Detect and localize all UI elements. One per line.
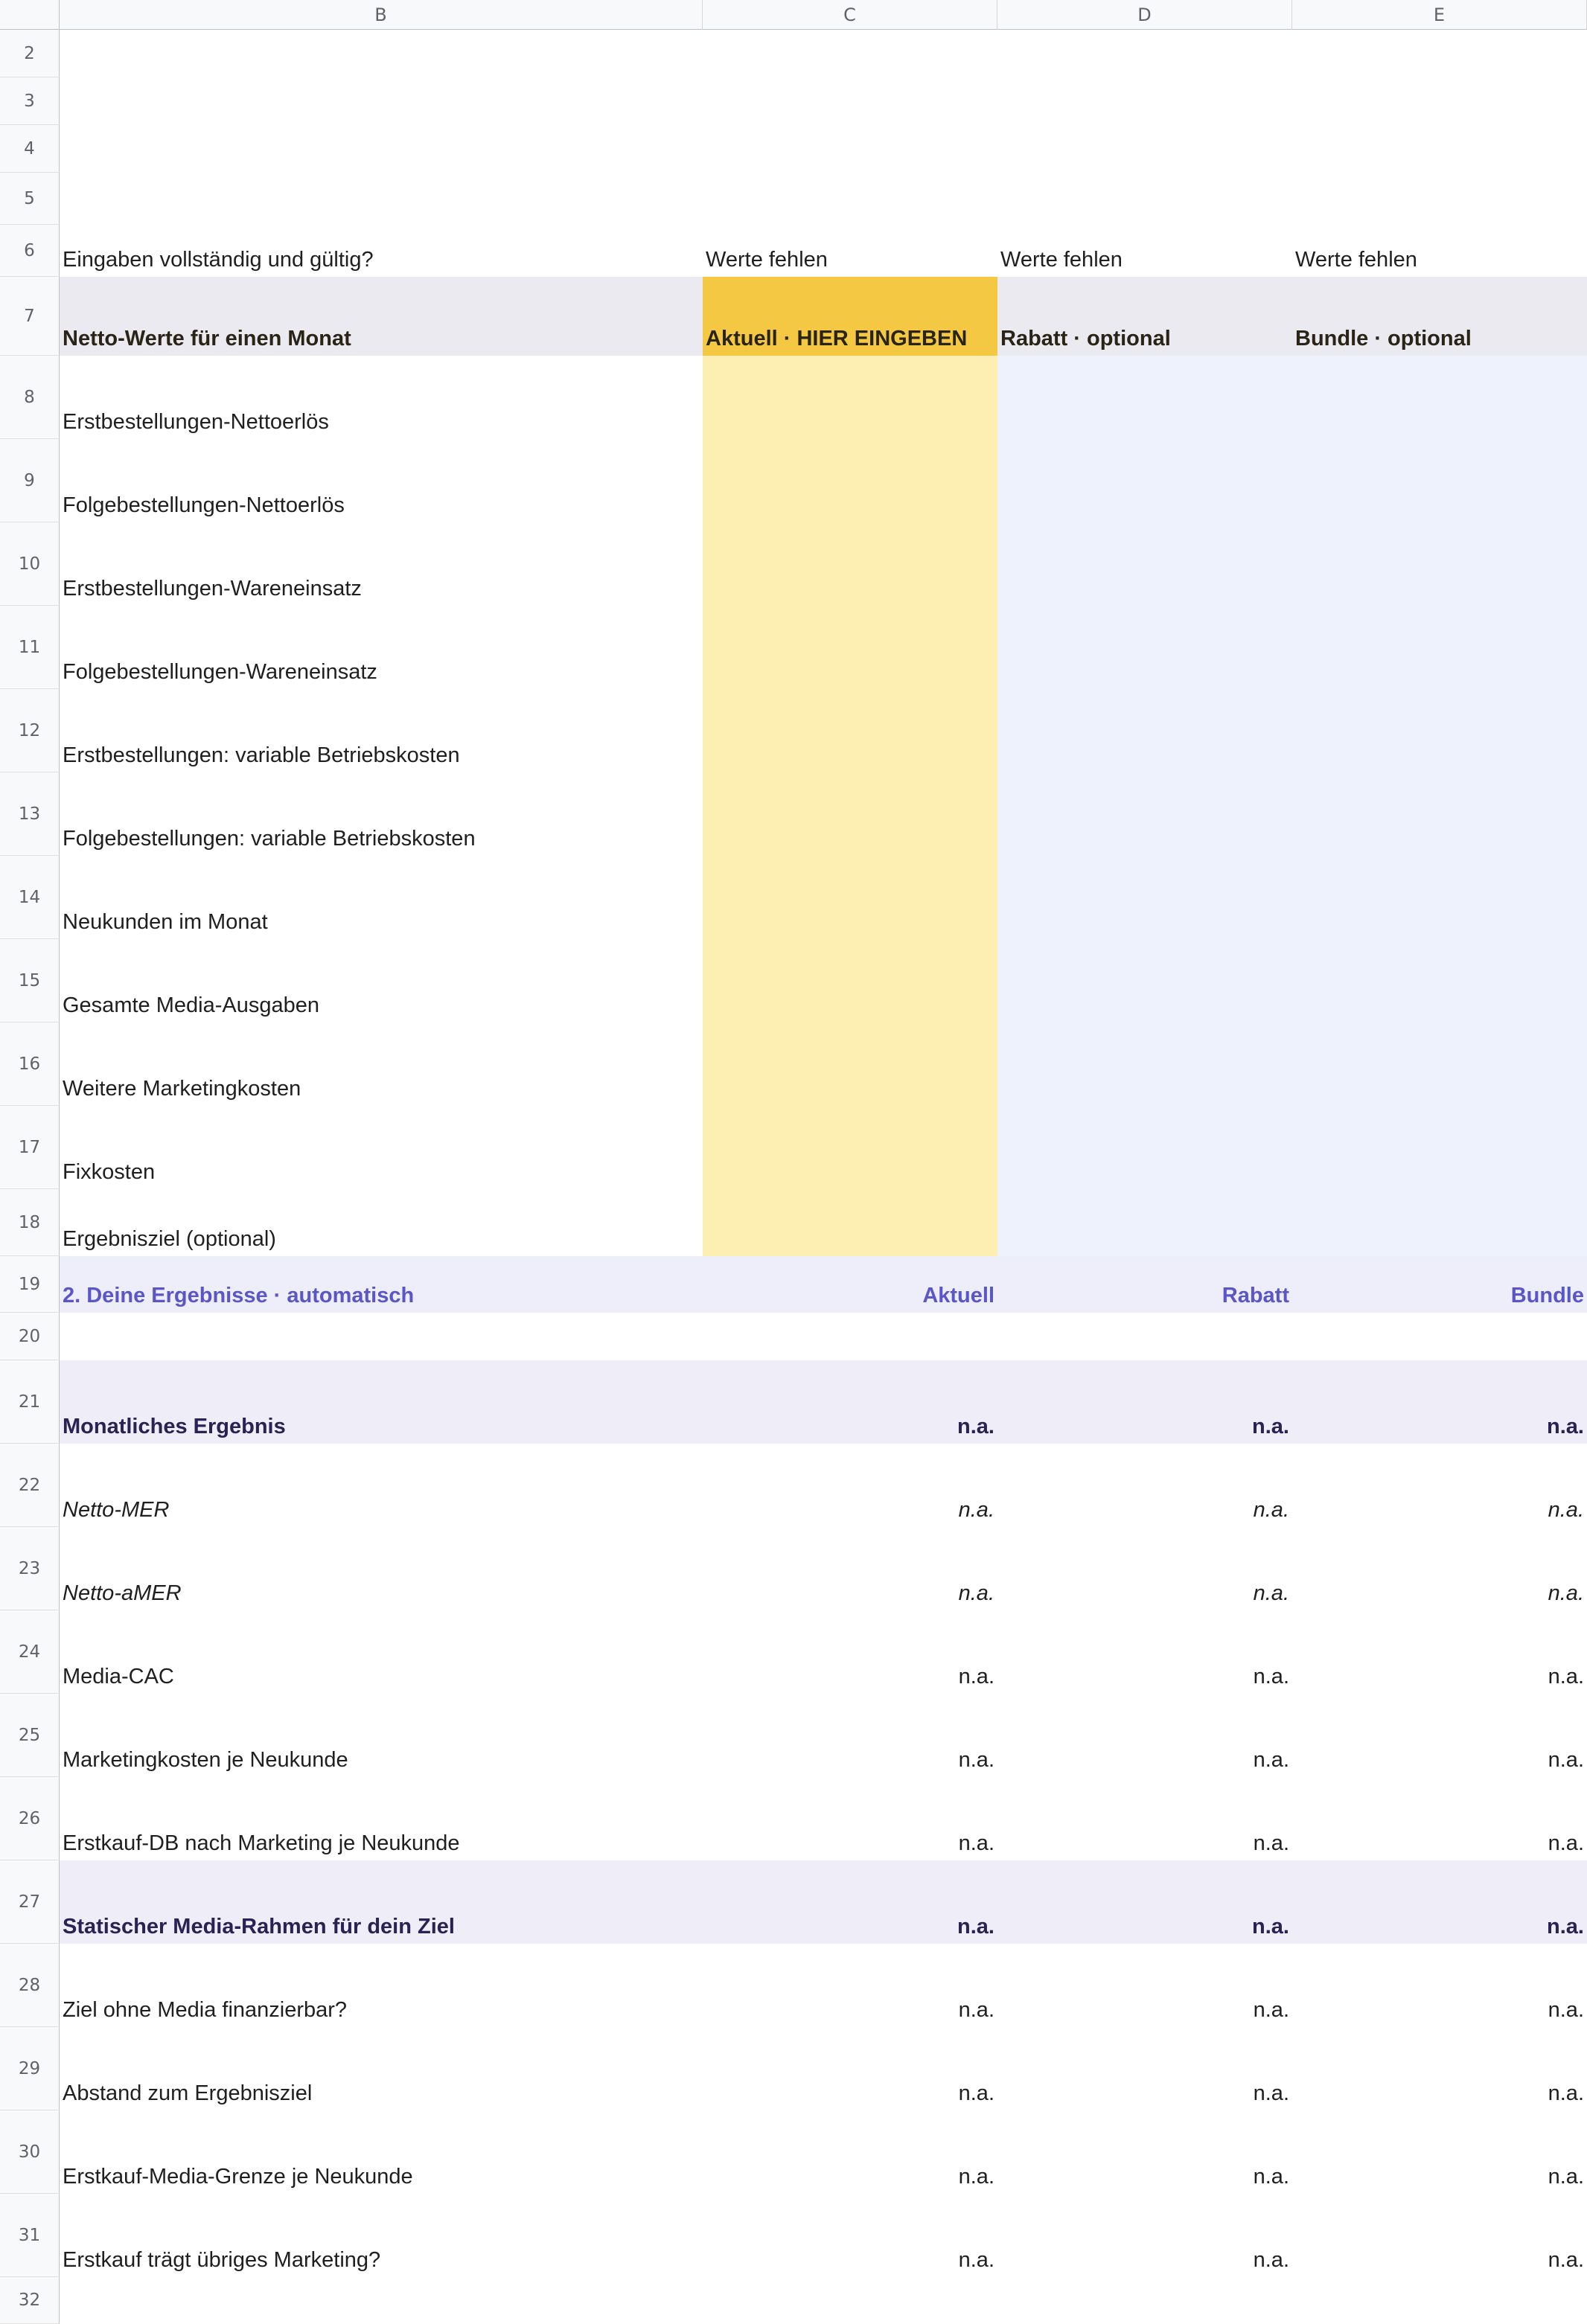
input-aktuell-cell[interactable] (703, 439, 997, 522)
result-bundle[interactable]: n.a. (1548, 1748, 1584, 1772)
input-row (0, 689, 1587, 772)
sheet-row (0, 2277, 1587, 2324)
result-rabatt[interactable]: n.a. (997, 1860, 1292, 1944)
result-aktuell[interactable]: n.a. (958, 1581, 994, 1605)
validation-row (0, 225, 1587, 277)
input-aktuell-cell[interactable] (703, 1106, 997, 1189)
row-header[interactable]: 10 (0, 522, 60, 606)
row-header[interactable]: 21 (0, 1360, 60, 1444)
result-rabatt[interactable]: n.a. (1253, 1998, 1289, 2022)
row-header[interactable]: 15 (0, 939, 60, 1022)
input-aktuell-cell[interactable] (703, 1189, 997, 1256)
result-bundle[interactable]: n.a. (1548, 1581, 1584, 1605)
input-bundle-cell[interactable] (1292, 1189, 1587, 1256)
result-aktuell[interactable]: n.a. (958, 1665, 994, 1688)
row-header[interactable]: 5 (0, 173, 60, 225)
input-header-bundle[interactable]: Bundle · optional (1292, 277, 1587, 356)
row-header[interactable]: 12 (0, 689, 60, 772)
result-aktuell[interactable]: n.a. (958, 1831, 994, 1855)
result-aktuell[interactable]: n.a. (958, 1998, 994, 2022)
input-label[interactable]: Neukunden im Monat (63, 910, 268, 934)
result-bundle[interactable]: n.a. (1292, 1860, 1587, 1944)
result-bundle[interactable]: n.a. (1548, 1998, 1584, 2022)
result-rabatt[interactable]: n.a. (1253, 2248, 1289, 2272)
input-bundle-cell[interactable] (1292, 606, 1587, 689)
row-header[interactable]: 32 (0, 2277, 60, 2324)
results-header-bundle[interactable]: Bundle (1292, 1256, 1587, 1313)
result-bundle[interactable]: n.a. (1292, 1360, 1587, 1444)
row-header[interactable]: 31 (0, 2194, 60, 2277)
input-rabatt-cell[interactable] (997, 1106, 1292, 1189)
input-bundle-cell[interactable] (1292, 439, 1587, 522)
input-row (0, 606, 1587, 689)
input-label[interactable]: Gesamte Media-Ausgaben (63, 993, 319, 1017)
result-row (0, 1944, 1587, 2027)
input-aktuell-cell[interactable] (703, 772, 997, 856)
result-label[interactable]: Monatliches Ergebnis (60, 1360, 703, 1444)
result-bundle[interactable]: n.a. (1548, 2165, 1584, 2189)
input-row (0, 522, 1587, 606)
result-aktuell[interactable]: n.a. (958, 2248, 994, 2272)
result-label[interactable]: Erstkauf-Media-Grenze je Neukunde (63, 2165, 413, 2189)
result-row (0, 1444, 1587, 1527)
column-header-row (0, 0, 1587, 30)
results-header-rabatt[interactable]: Rabatt (997, 1256, 1292, 1313)
row-header[interactable]: 13 (0, 772, 60, 856)
input-bundle-cell[interactable] (1292, 689, 1587, 772)
sheet-row (0, 125, 1587, 173)
input-rabatt-cell[interactable] (997, 689, 1292, 772)
input-row (0, 356, 1587, 439)
result-row (0, 1694, 1587, 1777)
input-bundle-cell[interactable] (1292, 939, 1587, 1022)
row-header[interactable]: 7 (0, 277, 60, 356)
row-header[interactable]: 6 (0, 225, 60, 277)
input-rabatt-cell[interactable] (997, 439, 1292, 522)
result-bundle[interactable]: n.a. (1548, 1831, 1584, 1855)
input-header-rabatt[interactable]: Rabatt · optional (997, 277, 1292, 356)
column-header-b[interactable]: B (60, 0, 703, 30)
row-header[interactable]: 14 (0, 856, 60, 939)
result-label[interactable]: Abstand zum Ergebnisziel (63, 2081, 313, 2105)
input-header-label[interactable]: Netto-Werte für einen Monat (60, 277, 703, 356)
column-header-c[interactable]: C (703, 0, 997, 30)
row-header[interactable]: 4 (0, 125, 60, 173)
validation-rabatt[interactable]: Werte fehlen (1000, 248, 1123, 272)
input-label[interactable]: Folgebestellungen-Wareneinsatz (63, 660, 377, 684)
input-row (0, 772, 1587, 856)
result-aktuell[interactable]: n.a. (958, 2165, 994, 2189)
input-aktuell-cell[interactable] (703, 689, 997, 772)
input-label[interactable]: Erstbestellungen: variable Betriebskosten (63, 743, 460, 767)
row-header[interactable]: 20 (0, 1313, 60, 1360)
result-bundle[interactable]: n.a. (1548, 2081, 1584, 2105)
input-aktuell-cell[interactable] (703, 606, 997, 689)
result-aktuell[interactable]: n.a. (958, 1748, 994, 1772)
input-rabatt-cell[interactable] (997, 1189, 1292, 1256)
row-header[interactable]: 28 (0, 1944, 60, 2027)
input-aktuell-cell[interactable] (703, 939, 997, 1022)
input-row (0, 439, 1587, 522)
sheet-row (0, 173, 1587, 225)
result-row (0, 1777, 1587, 1860)
row-header[interactable]: 23 (0, 1527, 60, 1610)
input-label[interactable]: Folgebestellungen: variable Betriebskosten (63, 827, 476, 851)
result-rabatt[interactable]: n.a. (997, 1360, 1292, 1444)
input-header-row (0, 277, 1587, 356)
input-rabatt-cell[interactable] (997, 939, 1292, 1022)
input-label[interactable]: Erstbestellungen-Wareneinsatz (63, 577, 362, 601)
row-header[interactable]: 8 (0, 356, 60, 439)
input-aktuell-cell[interactable] (703, 356, 997, 439)
input-label[interactable]: Fixkosten (63, 1160, 156, 1184)
row-header[interactable]: 19 (0, 1256, 60, 1313)
validation-aktuell[interactable]: Werte fehlen (706, 248, 828, 272)
result-row (0, 1527, 1587, 1610)
input-aktuell-cell[interactable] (703, 522, 997, 606)
result-rabatt[interactable]: n.a. (1253, 2165, 1289, 2189)
input-aktuell-cell[interactable] (703, 856, 997, 939)
results-header-aktuell[interactable]: Aktuell (703, 1256, 997, 1313)
result-label[interactable]: Marketingkosten je Neukunde (63, 1748, 348, 1772)
input-bundle-cell[interactable] (1292, 1106, 1587, 1189)
input-label[interactable]: Erstbestellungen-Nettoerlös (63, 410, 329, 434)
result-label[interactable]: Ziel ohne Media finanzierbar? (63, 1998, 348, 2022)
sheet-row (0, 1313, 1587, 1360)
row-header[interactable]: 16 (0, 1022, 60, 1106)
row-header[interactable]: 11 (0, 606, 60, 689)
validation-bundle[interactable]: Werte fehlen (1295, 248, 1417, 272)
result-bundle[interactable]: n.a. (1548, 2248, 1584, 2272)
result-aktuell[interactable]: n.a. (703, 1360, 997, 1444)
input-row (0, 1106, 1587, 1189)
input-header-aktuell[interactable]: Aktuell · HIER EINGEBEN (703, 277, 997, 356)
result-row-highlight (0, 1360, 1587, 1444)
input-rabatt-cell[interactable] (997, 522, 1292, 606)
result-label[interactable]: Media-CAC (63, 1665, 174, 1688)
row-header[interactable]: 27 (0, 1860, 60, 1944)
input-bundle-cell[interactable] (1292, 522, 1587, 606)
row-header[interactable]: 26 (0, 1777, 60, 1860)
input-label[interactable]: Ergebnisziel (optional) (63, 1227, 276, 1251)
row-header[interactable]: 3 (0, 77, 60, 125)
result-bundle[interactable]: n.a. (1548, 1498, 1584, 1522)
input-rabatt-cell[interactable] (997, 1022, 1292, 1106)
result-rabatt[interactable]: n.a. (1253, 1665, 1289, 1688)
input-rabatt-cell[interactable] (997, 772, 1292, 856)
input-row (0, 939, 1587, 1022)
column-header-e[interactable]: E (1292, 0, 1587, 30)
input-bundle-cell[interactable] (1292, 856, 1587, 939)
results-header-label[interactable]: 2. Deine Ergebnisse · automatisch (60, 1256, 703, 1313)
input-label[interactable]: Folgebestellungen-Nettoerlös (63, 493, 345, 517)
result-row-highlight (0, 1860, 1587, 1944)
results-header-row (0, 1256, 1587, 1313)
input-rabatt-cell[interactable] (997, 856, 1292, 939)
result-rabatt[interactable]: n.a. (1253, 1581, 1289, 1605)
result-row (0, 1610, 1587, 1694)
result-aktuell[interactable]: n.a. (958, 1498, 994, 1522)
row-header[interactable]: 24 (0, 1610, 60, 1694)
result-label[interactable]: Erstkauf-DB nach Marketing je Neukunde (63, 1831, 460, 1855)
input-bundle-cell[interactable] (1292, 356, 1587, 439)
row-header[interactable]: 18 (0, 1189, 60, 1256)
sheet-row (0, 77, 1587, 125)
input-bundle-cell[interactable] (1292, 1022, 1587, 1106)
row-header[interactable]: 2 (0, 30, 60, 77)
row-header[interactable]: 25 (0, 1694, 60, 1777)
result-rabatt[interactable]: n.a. (1253, 2081, 1289, 2105)
result-label[interactable]: Erstkauf trägt übriges Marketing? (63, 2248, 381, 2272)
row-header[interactable]: 29 (0, 2027, 60, 2110)
result-rabatt[interactable]: n.a. (1253, 1831, 1289, 1855)
validation-label[interactable]: Eingaben vollständig und gültig? (63, 248, 374, 272)
result-row (0, 2027, 1587, 2110)
result-rabatt[interactable]: n.a. (1253, 1498, 1289, 1522)
row-header[interactable]: 22 (0, 1444, 60, 1527)
result-label[interactable]: Netto-aMER (63, 1581, 182, 1605)
result-aktuell[interactable]: n.a. (703, 1860, 997, 1944)
result-aktuell[interactable]: n.a. (958, 2081, 994, 2105)
input-bundle-cell[interactable] (1292, 772, 1587, 856)
result-rabatt[interactable]: n.a. (1253, 1748, 1289, 1772)
result-row (0, 2194, 1587, 2277)
input-aktuell-cell[interactable] (703, 1022, 997, 1106)
input-row (0, 856, 1587, 939)
input-rabatt-cell[interactable] (997, 606, 1292, 689)
select-all-corner[interactable] (0, 0, 60, 30)
input-rabatt-cell[interactable] (997, 356, 1292, 439)
column-header-d[interactable]: D (997, 0, 1292, 30)
result-label[interactable]: Netto-MER (63, 1498, 170, 1522)
input-row (0, 1022, 1587, 1106)
row-header[interactable]: 9 (0, 439, 60, 522)
sheet-row (0, 30, 1587, 77)
input-row (0, 1189, 1587, 1256)
input-label[interactable]: Weitere Marketingkosten (63, 1077, 301, 1101)
row-header[interactable]: 30 (0, 2110, 60, 2194)
row-header[interactable]: 17 (0, 1106, 60, 1189)
result-row (0, 2110, 1587, 2194)
result-bundle[interactable]: n.a. (1548, 1665, 1584, 1688)
result-label[interactable]: Statischer Media-Rahmen für dein Ziel (60, 1860, 703, 1944)
